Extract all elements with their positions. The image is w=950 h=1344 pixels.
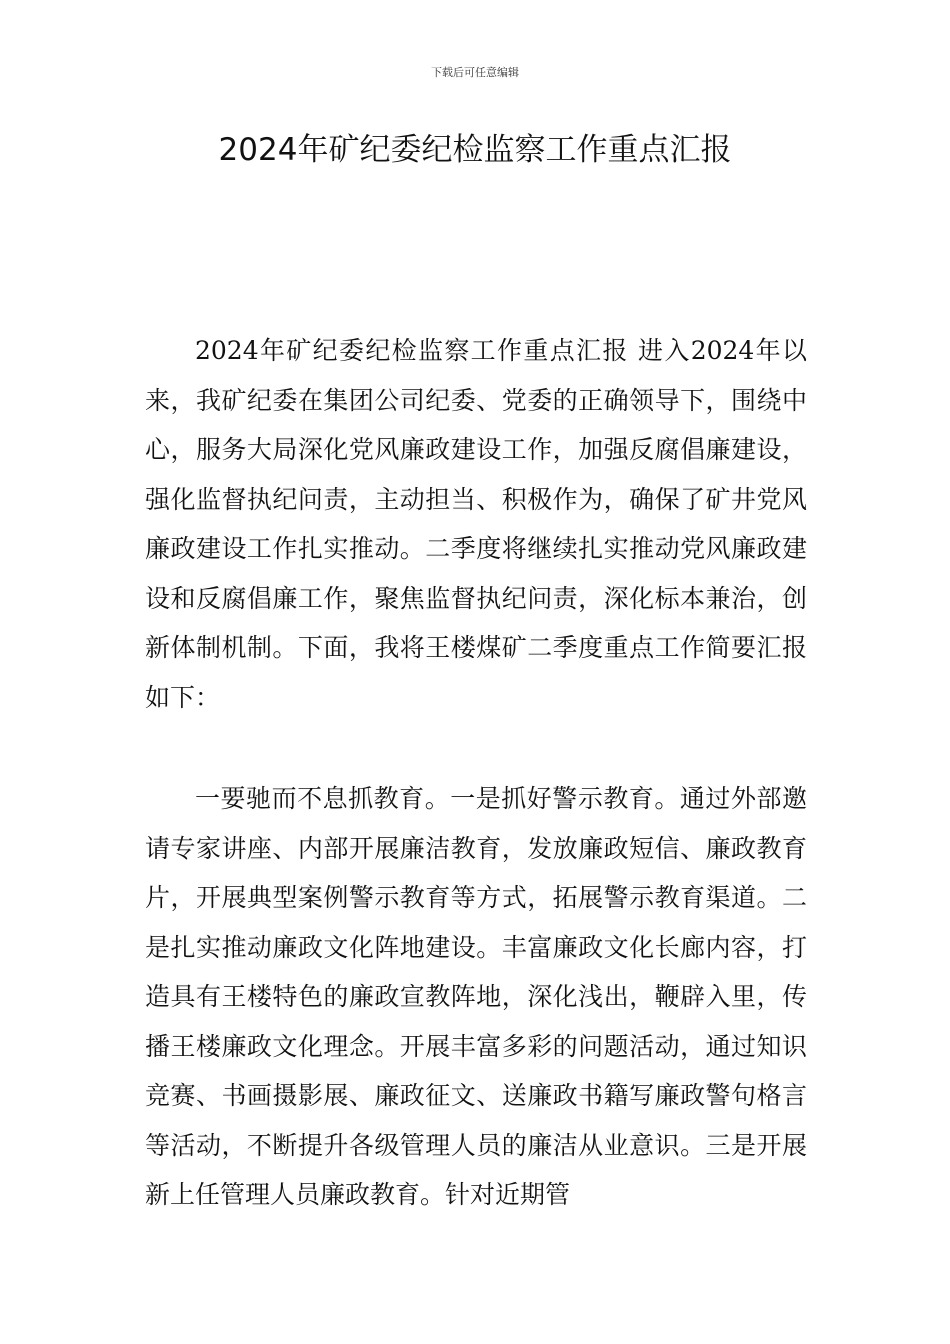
document-title: 2024年矿纪委纪检监察工作重点汇报 — [218, 132, 732, 168]
paragraph-education: 一要驰而不息抓教育。一是抓好警示教育。通过外部邀请专家讲座、内部开展廉洁教育，发放廉政短信、廉政教育片，开展典型案例警示教育等方式，拓展警示教育渠道。二是扎实推动廉政文化阵地建设。丰富廉政文化长廊内容，打造具有王楼特色的廉政宣教阵地，深化浅出，鞭辟入里，传播王楼廉政文化理念。开展丰富多彩的问题活动，通过知识竞赛、书画摄影展、廉政征文、送廉政书籍写廉政警句格言等活动，不断提升各级管理人员的廉洁从业意识。三是开展新上任管理人员廉政教育。针对近期管 — [145, 784, 807, 1209]
header-note: 下载后可任意编辑 — [431, 66, 519, 79]
paragraph-intro: 2024年矿纪委纪检监察工作重点汇报 进入2024年以来，我矿纪委在集团公司纪委、党委的正确领导下，围绕中心，服务大局深化党风廉政建设工作，加强反腐倡廉建设，强化监督执纪问责，主动担当、积极作为，确保了矿井党风廉政建设工作扎实推动。二季度将继续扎实推动党风廉政建设和反腐倡廉工作，聚焦监督执纪问责，深化标本兼治，创新体制机制。下面，我将王楼煤矿二季度重点工作简要汇报如下： — [145, 336, 807, 712]
